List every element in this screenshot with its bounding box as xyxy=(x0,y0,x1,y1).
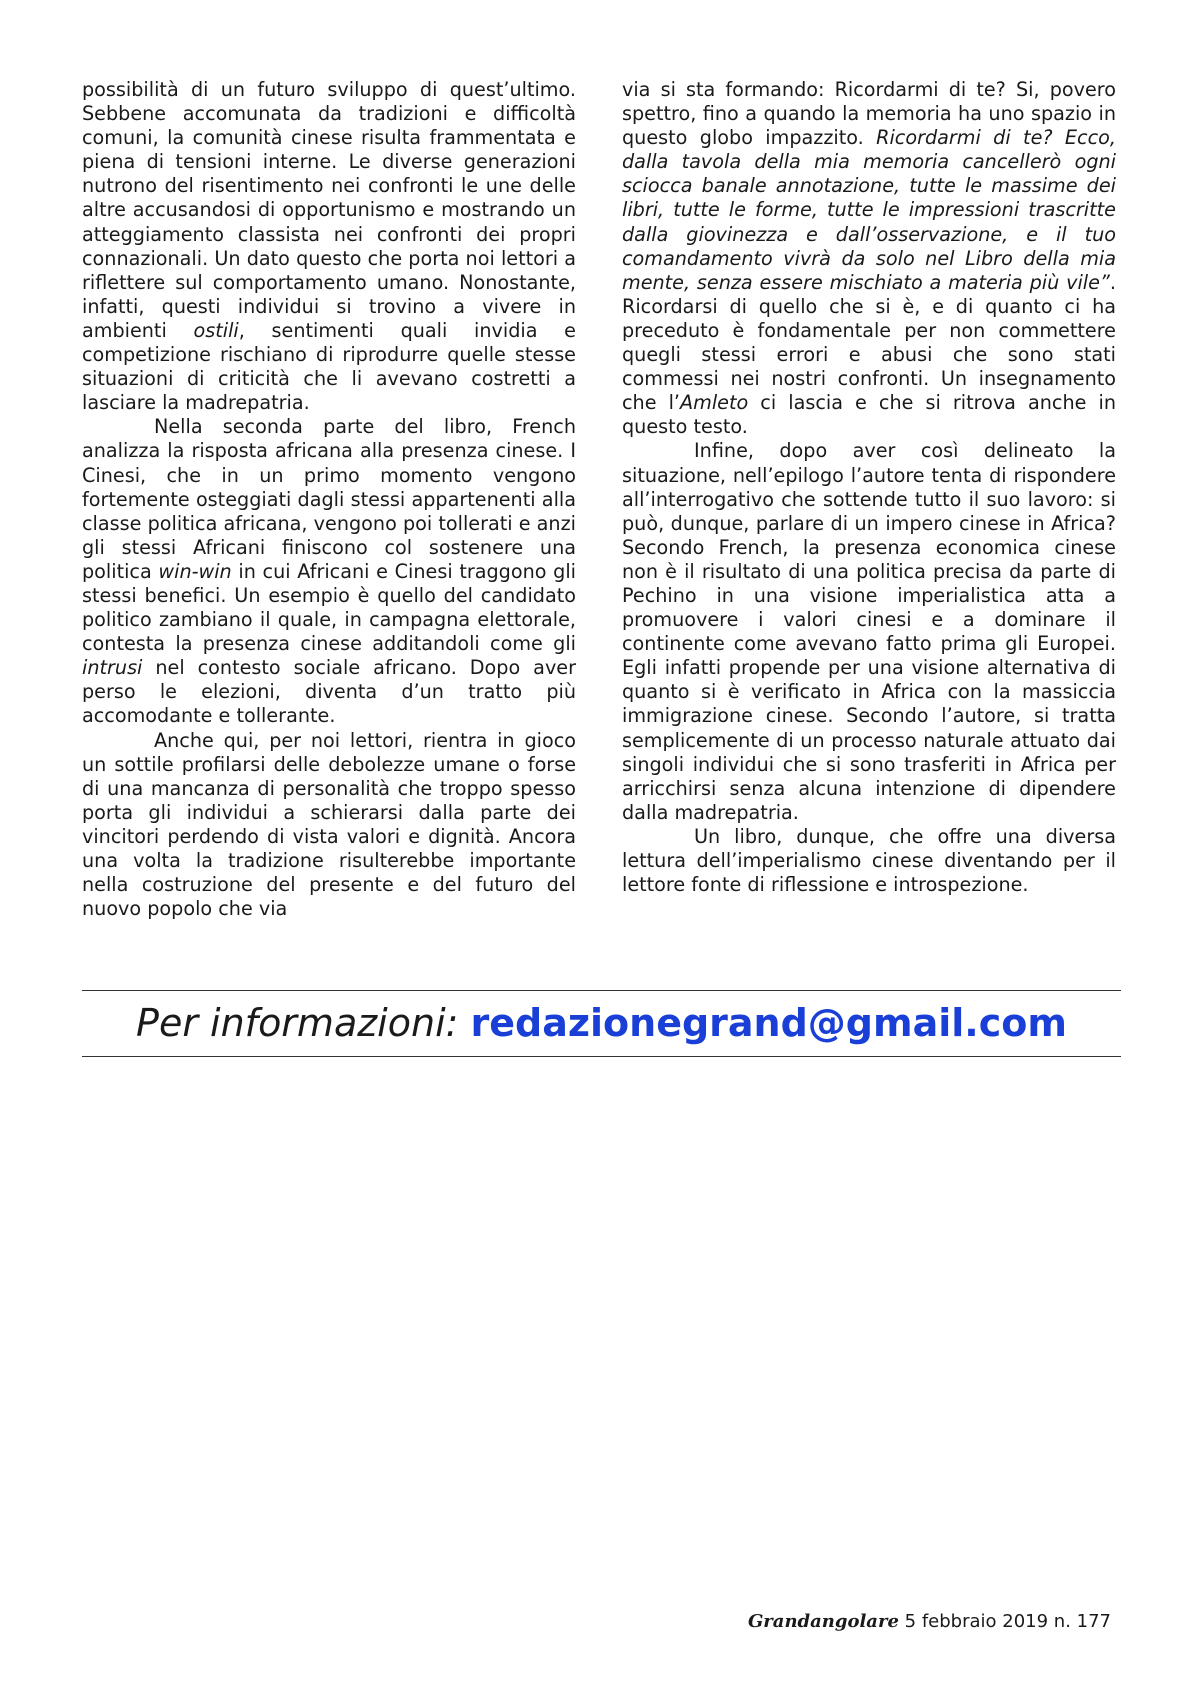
contact-banner xyxy=(82,990,1121,1058)
text-run: Nella seconda parte del libro, French analizza la risposta africana alla presenza cinese. I Cinesi, che in un primo momento vengono fortemente osteggiati dagli stessi appartenenti alla classe politica africana, vengono poi tollerati e anzi gli stessi Africani finiscono col sostenere una politica xyxy=(82,415,576,583)
text-run: , sentimenti quali invidia e competizione rischiano di riprodurre quelle stesse situazioni di criticità che li avevano costretti a lasciare la madrepatria. xyxy=(82,318,576,415)
paragraph-left-2 xyxy=(82,415,576,728)
magazine-name: Grandangolare xyxy=(747,1611,899,1632)
text-run: Un libro, dunque, che offre una diversa lettura dell’imperialismo cinese diventando per il lettore fonte di riflessione e introspezione. xyxy=(622,824,1116,897)
italic-text: win-win xyxy=(158,559,232,583)
text-run: via si sta formando: Ricordarmi di te? Si, povero spettro, fino a quando la memoria ha uno spazio in questo globo impazzito. xyxy=(622,78,1116,150)
text-run: nel contesto sociale africano. Dopo aver perso le elezioni, diventa d’un tratto più accomodante e tollerante. xyxy=(82,656,576,728)
italic-text: intrusi xyxy=(82,656,143,680)
text-run: Infine, dopo aver così delineato la situazione, nell’epilogo l’autore tenta di rispondere all’interrogativo che sottende tutto il suo lavoro: si può, dunque, parlare di un impero cinese in Africa? Secondo French, la presenza economica cinese non è il risultato di una politica precisa da parte di Pechino in una visione imperialistica atta a promuovere i valori cinesi e a dominare il continente come avevano fatto prima gli Europei. Egli infatti propende per una visione alternativa di quanto si è verificato in Africa con la massiccia immigrazione cinese. Secondo l’autore, si tratta semplicemente di un processo naturale attuato dai singoli individui che si sono trasferiti in Africa per arricchirsi senza alcuna intenzione di dipendere dalla madrepatria. xyxy=(622,439,1116,824)
divider-top xyxy=(82,990,1121,991)
paragraph-left-1 xyxy=(82,78,576,415)
paragraph-right-3 xyxy=(622,825,1116,897)
right-column xyxy=(622,78,1116,897)
italic-title: Amleto xyxy=(680,391,749,415)
text-run: in cui Africani e Cinesi traggono gli stessi benefici. Un esempio è quello del candidato politico zambiano il quale, in campagna elettorale, contesta la presenza cinese additandoli come gli xyxy=(82,559,577,656)
text-run: Anche qui, per noi lettori, rientra in gioco un sottile profilarsi delle debolezze umane o forse di una mancanza di personalità che troppo spesso porta gli individui a schierarsi dalla parte dei vincitori perdendo di vista valori e dignità. Ancora una volta la tradizione risulterebbe importante nella costruzione del presente e del futuro del nuovo popolo che via xyxy=(82,728,576,921)
contact-line xyxy=(82,999,1121,1047)
italic-text: ostili xyxy=(193,318,239,342)
italic-quote: Ricordarmi di te? Ecco, dalla tavola della mia memoria cancellerò ogni sciocca banale annotazione, tutte le massime dei libri, tutte le forme, tutte le impressioni trascritte dalla giovinezza e dall’osservazione, e il tuo comandamento vivrà da solo nel Libro della mia mente, senza essere mischiato a materia più vile” xyxy=(622,126,1116,294)
contact-email-link[interactable]: redazionegrand@gmail.com xyxy=(470,1001,1067,1045)
text-run: . Ricordarsi di quello che si è, e di quanto ci ha preceduto è fondamentale per non commettere quegli stessi errori e abusi che sono stati commessi nei nostri confronti. Un insegnamento che l’ xyxy=(622,270,1116,415)
paragraph-left-3 xyxy=(82,729,576,922)
paragraph-right-1 xyxy=(622,78,1116,439)
divider-bottom xyxy=(82,1056,1121,1057)
left-column xyxy=(82,78,576,921)
text-run: ci lascia e che si ritrova anche in questo testo. xyxy=(622,391,1116,439)
paragraph-right-2 xyxy=(622,439,1116,825)
issue-info: 5 febbraio 2019 n. 177 xyxy=(904,1611,1111,1632)
text-run: possibilità di un futuro sviluppo di quest’ultimo. Sebbene accomunata da tradizioni e difficoltà comuni, la comunità cinese risulta frammentata e piena di tensioni interne. Le diverse generazioni nutrono del risentimento nei confronti le une delle altre accusandosi di opportunismo e mostrando un atteggiamento classista nei confronti dei propri connazionali. Un dato questo che porta noi lettori a riflettere sul comportamento umano. Nonostante, infatti, questi individui si trovino a vivere in ambienti xyxy=(82,78,576,342)
page-footer xyxy=(748,1610,1111,1634)
contact-label: Per informazioni: xyxy=(136,1001,459,1045)
